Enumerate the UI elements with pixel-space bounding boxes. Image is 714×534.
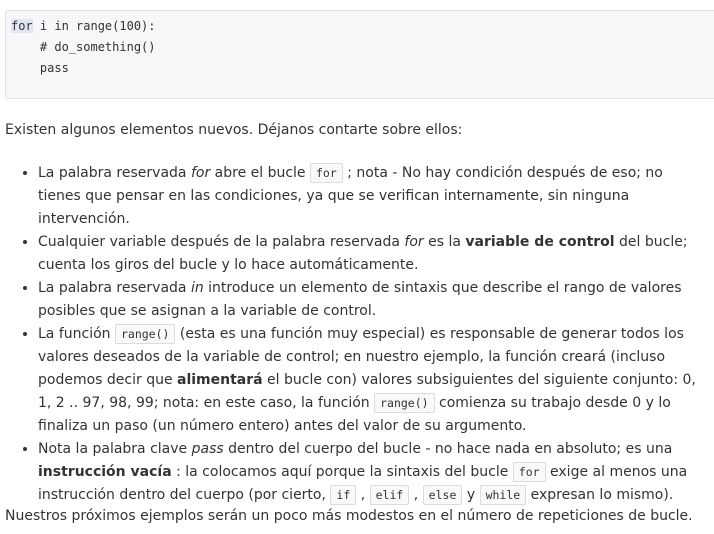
text: y xyxy=(462,487,480,503)
inline-code: while xyxy=(480,485,527,505)
code-line-2: # do_something() xyxy=(11,40,156,54)
inline-code: if xyxy=(330,485,356,505)
text: ; nota - No hay condición después de eso; no tienes que pensar en las condiciones, ya que se verifican internamente, sin ninguna intervención. xyxy=(38,165,663,227)
list-item xyxy=(38,277,709,323)
inline-code: range() xyxy=(115,324,175,344)
text: expresan lo mismo). xyxy=(526,487,674,503)
emphasis: pass xyxy=(191,441,224,457)
text: La palabra reservada xyxy=(38,165,191,181)
strong-text: alimentará xyxy=(177,372,263,388)
outro-paragraph: Nuestros próximos ejemplos serán un poco más modestos en el número de repeticiones de bucle. xyxy=(5,508,693,524)
text: es la xyxy=(423,234,466,250)
text: abre el bucle xyxy=(210,165,310,181)
text: : la colocamos aquí porque la sintaxis del bucle xyxy=(171,464,513,480)
list-item xyxy=(38,231,709,277)
inline-code: for xyxy=(310,163,343,183)
strong-text: instrucción vacía xyxy=(38,464,172,480)
inline-code: elif xyxy=(370,485,410,505)
code-line-1 xyxy=(11,16,714,37)
list-item xyxy=(38,323,709,438)
text: Cualquier variable después de la palabra reservada xyxy=(38,234,405,250)
text: La función xyxy=(38,326,115,342)
text: Nota la palabra clave xyxy=(38,441,192,457)
explanation-list xyxy=(5,162,709,507)
inline-code: else xyxy=(423,485,463,505)
text: exige al menos una instrucción dentro del cuerpo (por cierto, xyxy=(38,464,688,503)
code-line-3: pass xyxy=(11,61,69,75)
text: (esta es una función muy especial) es responsable de generar todos los valores deseados de la variable de control; en nuestro ejemplo, la función creará (incluso podemos decir que xyxy=(38,326,684,388)
text: del bucle; cuenta los giros del bucle y lo hace automáticamente. xyxy=(38,234,688,273)
text: , xyxy=(356,487,370,503)
emphasis: in xyxy=(190,280,204,296)
list-item xyxy=(38,438,709,507)
emphasis: for xyxy=(404,234,424,250)
list-item xyxy=(38,162,709,231)
strong-text: variable de control xyxy=(465,234,615,250)
intro-paragraph: Existen algunos elementos nuevos. Déjanos contarte sobre ellos: xyxy=(5,122,463,138)
text: introduce un elemento de sintaxis que describe el rango de valores posibles que se asignan a la variable de control. xyxy=(38,280,682,319)
code-block xyxy=(5,10,714,99)
text: comienza su trabajo desde 0 y lo finaliza un paso (un número entero) antes del valor de su argumento. xyxy=(38,395,671,434)
text: el bucle con) valores subsiguientes del siguiente conjunto: 0, 1, 2 .. 97, 98, 99; nota: en este caso, la función xyxy=(38,372,696,411)
code-line-1-rest: i in range(100): xyxy=(32,19,156,33)
code-keyword-for: for xyxy=(11,19,33,33)
text: La palabra reservada xyxy=(38,280,191,296)
text: , xyxy=(409,487,423,503)
inline-code: range() xyxy=(374,393,434,413)
emphasis: for xyxy=(190,165,211,181)
text: dentro del cuerpo del bucle - no hace nada en absoluto; es una xyxy=(223,441,673,457)
inline-code: for xyxy=(513,462,546,482)
